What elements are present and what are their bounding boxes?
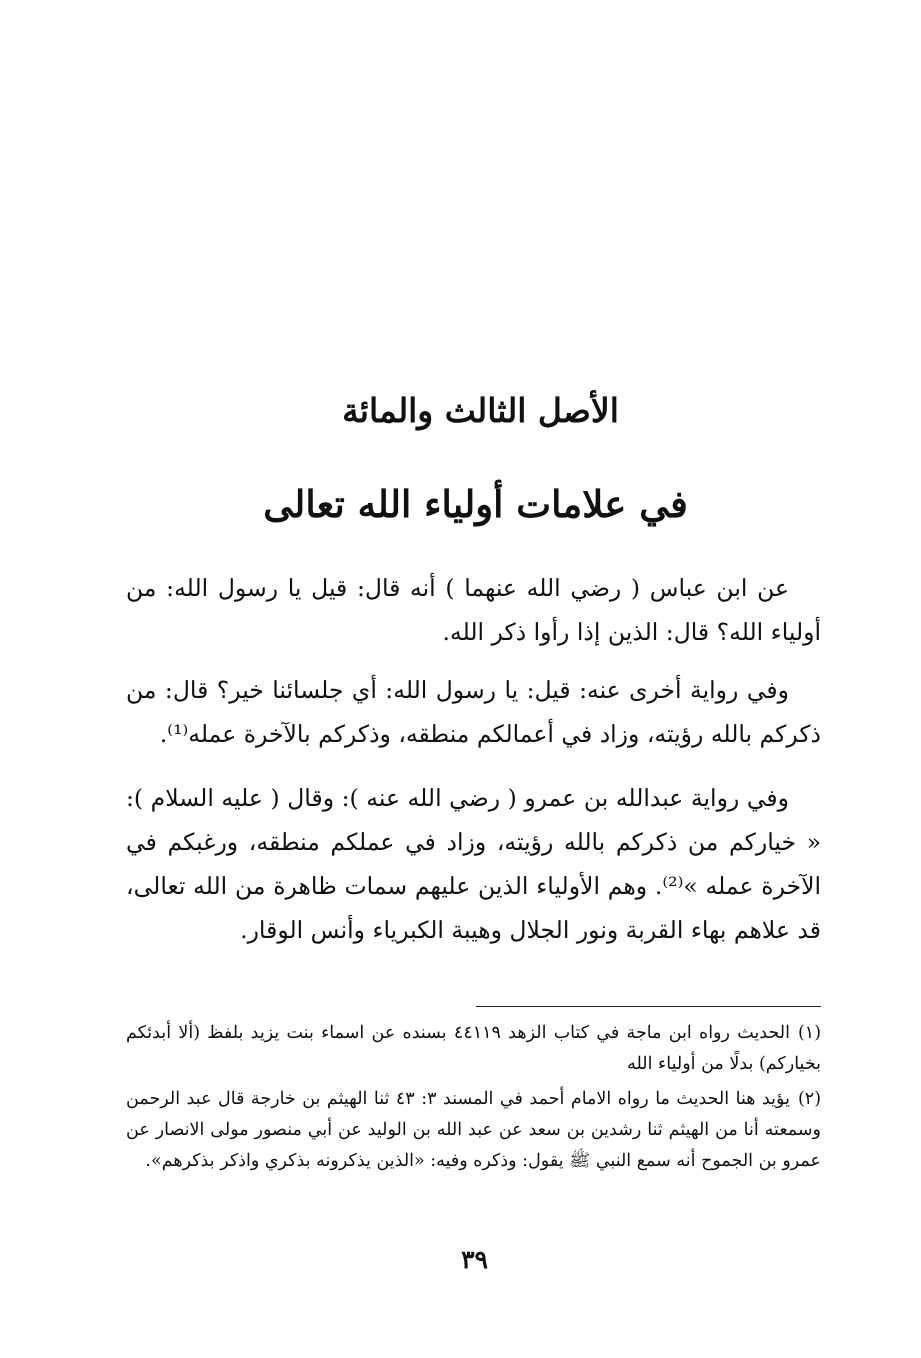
paragraph-3: وفي رواية عبدالله بن عمرو ( رضي الله عنه ): وقال ( عليه السلام ): « خياركم من ذكركم بالله رؤيته، وزاد في عملكم منطقه، ورغبكم في الآخرة عمله »⁽²⁾. وهم الأولياء الذين عليهم سمات ظاهرة من الله تعالى، قد علاهم بهاء القربة ونور الجلال وهيبة الكبرياء وأنس الوقار.	[126, 784, 821, 944]
footnote-2	[126, 1084, 821, 1177]
footnote-divider	[476, 1006, 821, 1007]
footnote-text: الحديث رواه ابن ماجة في كتاب الزهد ٤٤١١٩ بسنده عن اسماء بنت يزيد بلفظ (ألا أبدئكم بخياركم) بدلًا من أولياء الله	[126, 1023, 821, 1074]
footnotes	[126, 1018, 821, 1181]
footnote-1	[126, 1018, 821, 1080]
chapter-title: في علامات أولياء الله تعالى	[263, 482, 688, 526]
footnote-number: (١)	[797, 1023, 822, 1043]
paragraph-2: وفي رواية أخرى عنه: قيل: يا رسول الله: أي جلسائنا خير؟ قال: من ذكركم بالله رؤيته، وزاد في أعمالكم منطقه، وذكركم بالآخرة عمله⁽¹⁾.	[126, 676, 821, 748]
body-text	[126, 566, 821, 970]
footnote-text: يؤيد هنا الحديث ما رواه الامام أحمد في المسند ٣: ٤٣ ثنا الهيثم بن خارجة قال عبد الرحمن وسمعته أنا من الهيثم ثنا رشدين بن سعد عن عبد الله بن الوليد عن أبي منصور مولى الانصار عن عمرو بن الجموح أنه سمع النبي ﷺ يقول: وذكره وفيه: «الذين يذكرونه بذكري واذكر بذكرهم».	[126, 1089, 821, 1171]
paragraph-1: عن ابن عباس ( رضي الله عنهما ) أنه قال: قيل يا رسول الله: من أولياء الله؟ قال: الذين إذا رأوا ذكر الله.	[126, 574, 821, 646]
footnote-number: (٢)	[797, 1089, 822, 1109]
page-number: ٣٩	[461, 1245, 488, 1274]
chapter-heading: الأصل الثالث والمائة	[342, 391, 619, 430]
